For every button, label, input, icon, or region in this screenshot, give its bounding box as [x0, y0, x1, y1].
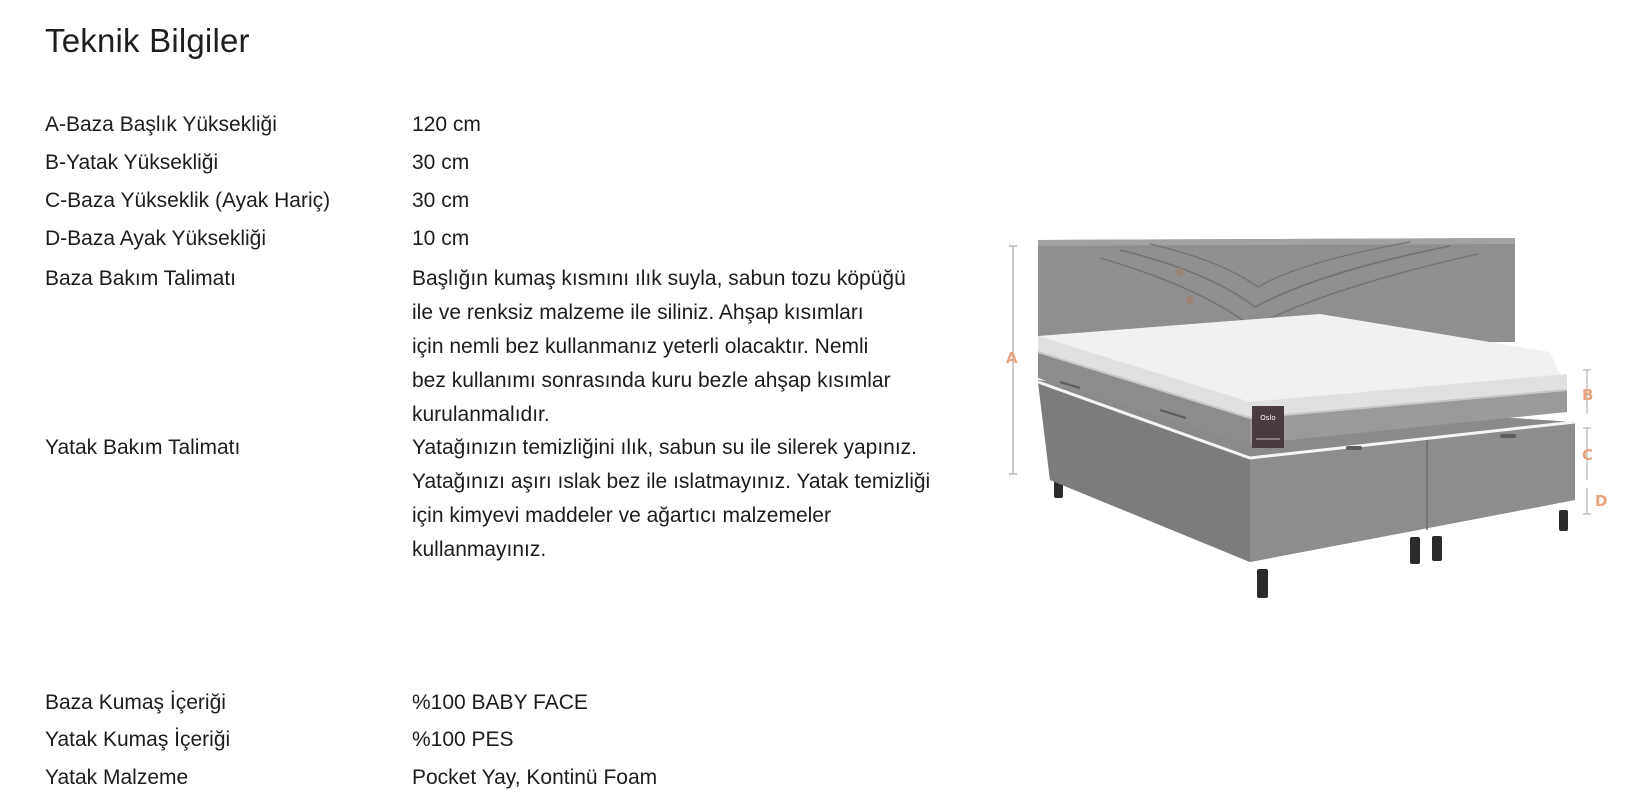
- spec-value: 30 cm: [412, 151, 470, 174]
- spec-value: Yatağınızın temizliğini ılık, sabun su ile silerek yapınız. Yatağınızı aşırı ıslak bez ile ıslatmayınız. Yatak temizliği için kimyevi maddeler ve ağartıcı malzemeler kullanmayınız.: [412, 436, 931, 561]
- brand-tag-label: Oslo: [1260, 414, 1276, 422]
- spec-value: 120 cm: [412, 113, 481, 136]
- spec-value: 30 cm: [412, 189, 470, 212]
- brand-tag: [1252, 406, 1284, 448]
- spec-label: B-Yatak Yüksekliği: [45, 151, 219, 174]
- dimension-a-indicator: [1006, 246, 1018, 474]
- spec-label: Baza Kumaş İçeriği: [45, 691, 226, 714]
- spec-label: C-Baza Yükseklik (Ayak Hariç): [45, 189, 331, 212]
- dimension-d-label: D: [1595, 492, 1608, 510]
- dimension-b-label: B: [1582, 386, 1594, 404]
- spec-value: Pocket Yay, Kontinü Foam: [412, 766, 658, 789]
- dimension-c-label: C: [1582, 446, 1594, 464]
- spec-value: Başlığın kumaş kısmını ılık suyla, sabun tozu köpüğü ile ve renksiz malzeme ile siliniz. Ahşap kısımları için nemli bez kullanmanız yeterli olacaktır. Nemli bez kullanımı sonrasında kuru bezle ahşap kısımlar kurulanmalıdır.: [412, 267, 906, 426]
- spec-value: %100 PES: [412, 728, 514, 751]
- spec-label: Yatak Bakım Talimatı: [45, 436, 241, 459]
- spec-label: D-Baza Ayak Yüksekliği: [45, 227, 267, 250]
- spec-label: Baza Bakım Talimatı: [45, 267, 237, 290]
- spec-value: 10 cm: [412, 227, 470, 250]
- page-title: Teknik Bilgiler: [45, 22, 250, 59]
- dimension-a-label: A: [1006, 349, 1018, 367]
- spec-label: A-Baza Başlık Yüksekliği: [45, 113, 277, 136]
- dimension-bcd-indicators: [1582, 370, 1607, 514]
- spec-value: %100 BABY FACE: [412, 691, 588, 714]
- spec-label: Yatak Malzeme: [45, 766, 189, 789]
- spec-label: Yatak Kumaş İçeriği: [45, 728, 231, 751]
- bed-product-image: [990, 232, 1640, 602]
